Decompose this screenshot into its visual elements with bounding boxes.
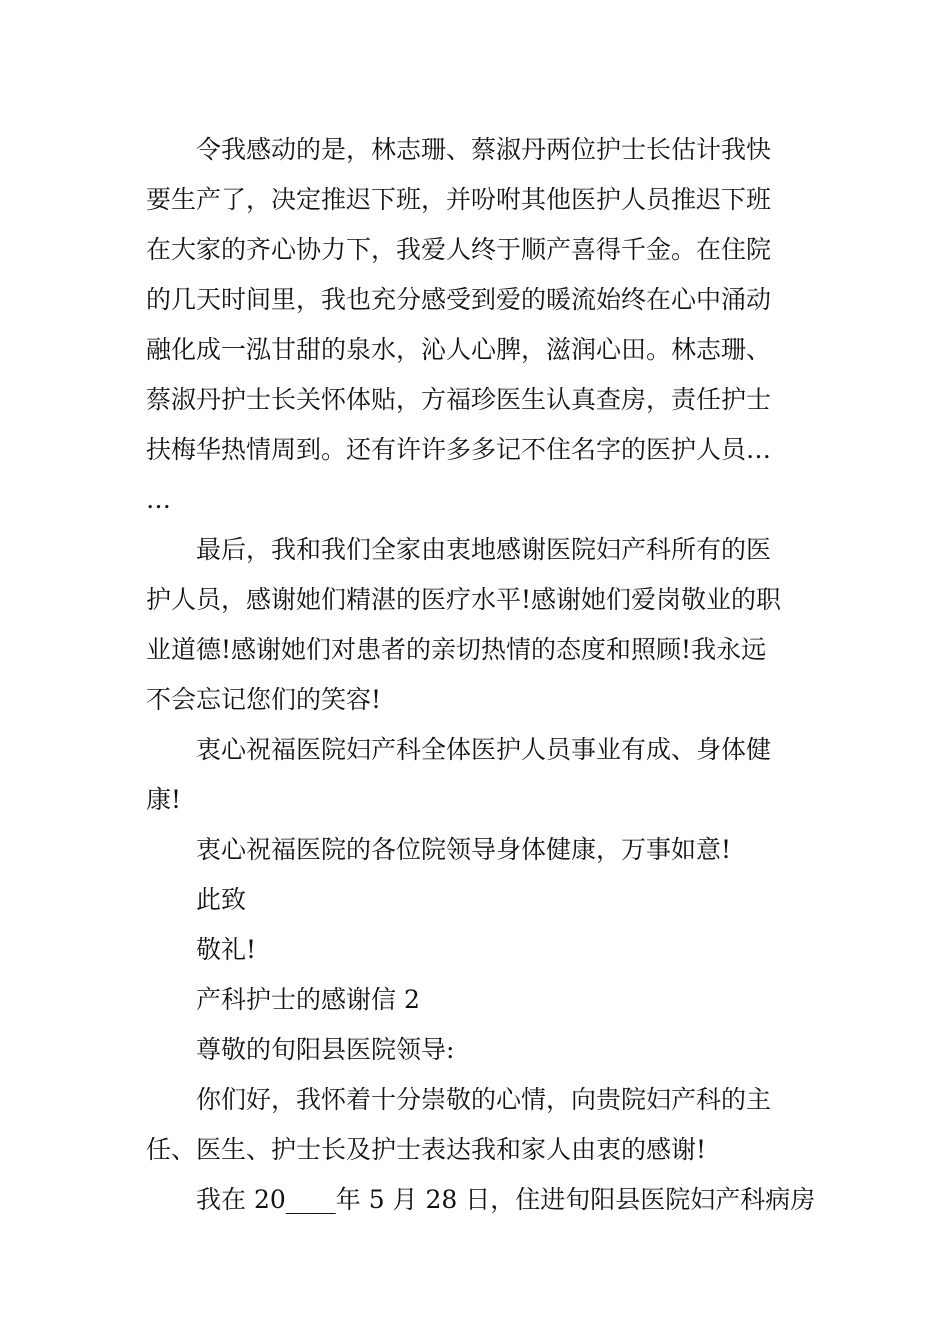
- text-line: 的几天时间里，我也充分感受到爱的暖流始终在心中涌动: [146, 285, 772, 314]
- text-line: 在大家的齐心协力下，我爱人终于顺产喜得千金。在住院: [146, 235, 772, 264]
- section-title: 产科护士的感谢信 2: [196, 985, 420, 1014]
- text-line: 任、医生、护士长及护士表达我和家人由衷的感谢!: [146, 1135, 707, 1164]
- text-line: 衷心祝福医院的各位院领导身体健康，万事如意!: [196, 835, 732, 864]
- salutation: 尊敬的旬阳县医院领导:: [196, 1035, 455, 1064]
- text-line: 令我感动的是，林志珊、蔡淑丹两位护士长估计我快: [196, 135, 772, 164]
- text-line: 衷心祝福医院妇产科全体医护人员事业有成、身体健: [196, 735, 772, 764]
- text-line: 此致: [196, 885, 247, 914]
- text-line: 要生产了，决定推迟下班，并吩咐其他医护人员推迟下班: [146, 185, 772, 214]
- text-line: …: [146, 485, 171, 514]
- text-line: 不会忘记您们的笑容!: [146, 685, 382, 714]
- text-line: 你们好，我怀着十分崇敬的心情，向贵院妇产科的主: [196, 1085, 772, 1114]
- text-line: 敬礼!: [196, 935, 257, 964]
- text-line: 融化成一泓甘甜的泉水，沁人心脾，滋润心田。林志珊、: [146, 335, 772, 364]
- text-line: 蔡淑丹护士长关怀体贴，方福珍医生认真查房，责任护士: [146, 385, 772, 414]
- text-line: 扶梅华热情周到。还有许许多多记不住名字的医护人员…: [146, 435, 772, 464]
- text-line: 康!: [146, 785, 182, 814]
- text-line: 业道德!感谢她们对患者的亲切热情的态度和照顾!我永远: [146, 635, 767, 664]
- text-line: 最后，我和我们全家由衷地感谢医院妇产科所有的医: [196, 535, 772, 564]
- text-line: 我在 20____年 5 月 28 日，住进旬阳县医院妇产科病房: [196, 1185, 816, 1214]
- text-line: 护人员，感谢她们精湛的医疗水平!感谢她们爱岗敬业的职: [146, 585, 782, 614]
